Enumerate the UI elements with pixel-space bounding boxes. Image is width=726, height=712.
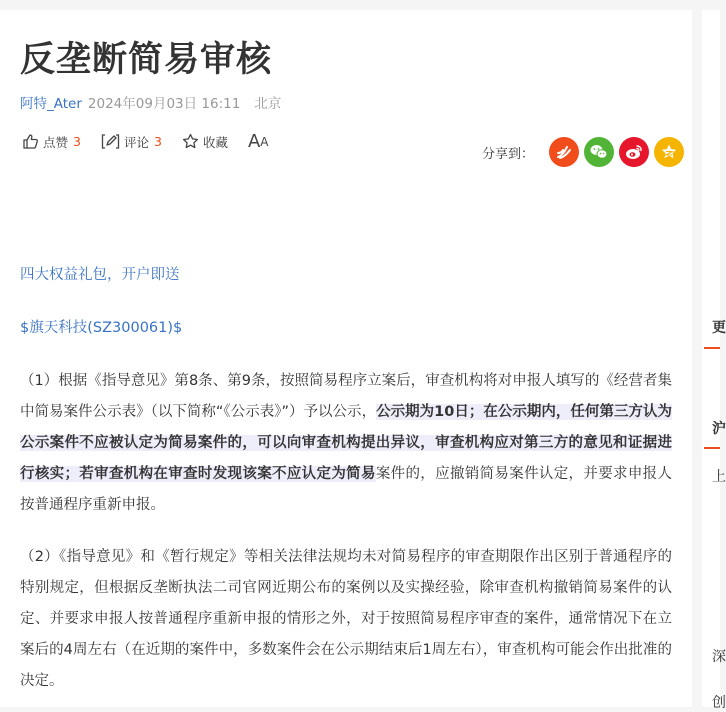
- paragraph-2: （2）《指导意见》和《暂行规定》等相关法律法规均未对简易程序的审查期限作出区别于普通程序的特别规定，但根据反垄断执法二司官网近期公布的案例以及实操经验，除审查机构撤销简易案件的认定、并要求申报人按普通程序重新申报的情形之外，对于按照简易程序审查的案件，通常情况下在立案后的4周左右（在近期的案件中，多数案件会在公示期结束后1周左右），审查机构可能会作出批准的决定。: [20, 549, 672, 689]
- author-link[interactable]: 阿特_Ater: [20, 96, 82, 112]
- sidebar-card: [702, 10, 720, 298]
- sidebar-underline-1: [704, 347, 720, 349]
- share-bar: [482, 137, 684, 167]
- star-icon: [182, 133, 199, 150]
- weibo-icon: [624, 143, 644, 161]
- comment-count: 3: [153, 134, 162, 149]
- qzone-star-icon: [660, 143, 678, 161]
- sidebar-item-3[interactable]: 上: [712, 469, 726, 485]
- sidebar-item-5[interactable]: 创: [712, 695, 726, 711]
- share-xueqiu-button[interactable]: [549, 137, 579, 167]
- paragraph-1-tail: 案件的，应撤销简易案件认定，并要求申报人按普通程序重新申报。: [20, 466, 672, 513]
- promo-link[interactable]: 四大权益礼包，开户即送: [20, 267, 180, 283]
- article-panel: [0, 10, 692, 707]
- paragraph-1-text: （1）根据《指导意见》第8条、第9条，按照简易程序立案后，审查机构将对申报人填写的《经营者集中简易案件公示表》（以下简称“《公示表》”）予以公示，: [20, 373, 672, 420]
- font-size-button[interactable]: [248, 131, 269, 152]
- sidebar-underline-2: [704, 447, 720, 449]
- share-label: 分享到：: [482, 146, 535, 162]
- comment-button[interactable]: [101, 133, 162, 151]
- sidebar-item-1[interactable]: 更: [712, 320, 726, 336]
- article-title: 反垄断简易审核: [20, 40, 273, 80]
- like-label: 点赞: [43, 134, 69, 150]
- like-count: 3: [73, 134, 81, 149]
- xueqiu-icon: [555, 143, 573, 161]
- sidebar-item-4[interactable]: 深: [712, 649, 726, 665]
- article-meta: [20, 92, 287, 112]
- paragraph-1: [20, 366, 672, 521]
- action-bar: [22, 131, 289, 152]
- share-qzone-button[interactable]: [654, 137, 684, 167]
- publish-location: 北京: [254, 96, 282, 112]
- wechat-icon: [589, 143, 609, 161]
- share-wechat-button[interactable]: [584, 137, 614, 167]
- comment-label: 评论: [123, 134, 149, 150]
- favorite-label: 收藏: [202, 134, 228, 150]
- sidebar-item-2[interactable]: 沪: [712, 421, 726, 437]
- font-size-label-big: A: [247, 131, 261, 152]
- comment-edit-icon: [101, 133, 120, 150]
- publish-datetime: 2024年09月03日 16:11: [87, 96, 241, 112]
- paragraph-1-highlight: 公示期为10日；在公示期内，任何第三方认为公示案件不应被认定为简易案件的，可以向审查机构提出异议，审查机构应对第三方的意见和证据进行核实；若审查机构在审查时发现该案不应认定为简易: [20, 404, 672, 482]
- font-size-label-small: A: [260, 134, 269, 149]
- stock-link[interactable]: $旗天科技(SZ300061)$: [20, 320, 183, 336]
- favorite-button[interactable]: [182, 133, 228, 151]
- share-weibo-button[interactable]: [619, 137, 649, 167]
- like-button[interactable]: [22, 133, 81, 151]
- thumbs-up-icon: [22, 133, 39, 150]
- right-sidebar: [702, 10, 726, 711]
